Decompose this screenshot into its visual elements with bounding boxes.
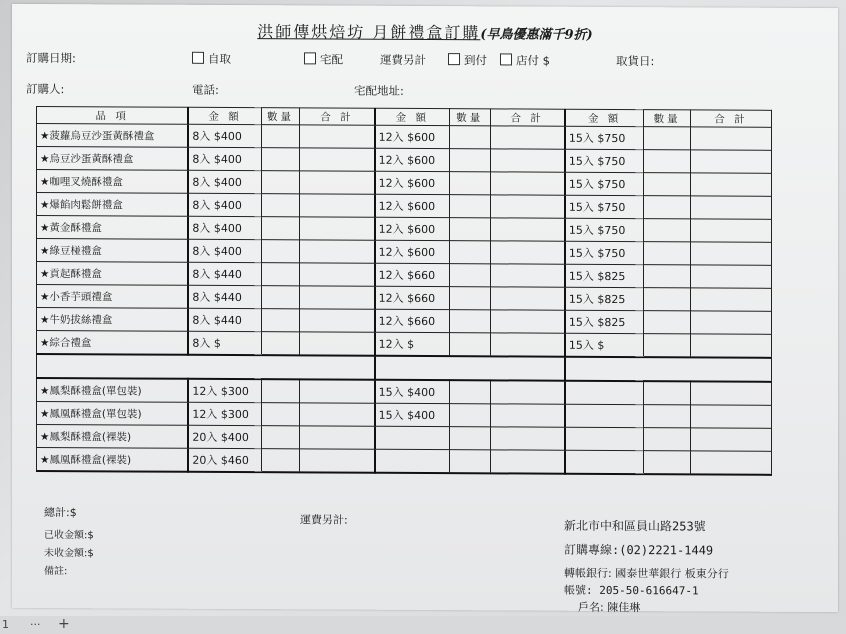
subtotal-input-8[interactable] [300,171,375,194]
pastry-empty-2[interactable] [644,381,691,405]
more-icon[interactable]: ··· [30,618,41,631]
pastry-qty-a[interactable] [261,379,299,403]
qty-input-12[interactable] [450,172,490,195]
qty-input-12[interactable] [450,241,490,264]
qty-input-12[interactable] [450,126,490,149]
qty-input-12[interactable] [450,333,490,357]
subtotal-input-15[interactable] [690,334,771,358]
price-15: 15入 $750 [565,218,644,241]
pastry-empty-3[interactable] [690,381,771,405]
price-8: 8入 $400 [188,147,261,170]
price-8: 8入 $400 [188,170,261,193]
subtotal-input-8[interactable] [300,263,375,286]
title-main: 洪師傳烘焙坊 月餅禮盒訂購 [257,22,481,43]
price-15: 15入 $750 [565,126,644,149]
qty-input-15[interactable] [644,334,691,358]
price-12: 12入 $600 [375,217,450,240]
pastry-subtotal-a[interactable] [300,403,375,426]
pastry-name: ★鳳梨酥禮盒(單包裝) [37,378,189,402]
pastry-qty-b[interactable] [450,450,490,474]
pastry-qty-b[interactable] [450,427,490,450]
header-subtotal-8: 合 計 [300,108,375,125]
header-subtotal-15: 合 計 [690,110,771,127]
qty-input-8[interactable] [261,332,299,356]
qty-input-15[interactable] [644,242,691,265]
qty-input-15[interactable] [644,173,691,196]
note-label: 備註: [44,566,68,578]
store-pay-checkbox[interactable] [500,53,512,65]
pastry-qty-a[interactable] [261,449,299,473]
price-12: 12入 $660 [375,309,450,332]
subtotal-input-15[interactable] [690,173,771,196]
item-name: ★貢起酥禮盒 [37,261,189,285]
price-12: 12入 $600 [375,194,450,217]
order-hotline: 訂購專線:(02)2221-1449 [564,542,714,558]
separator-cell-2 [375,356,565,381]
qty-input-8[interactable] [261,125,299,148]
price-15: 15入 $825 [565,310,644,333]
qty-input-12[interactable] [450,310,490,333]
pickup-self-option[interactable] [192,51,231,67]
header-item: 品 項 [37,106,189,124]
pay-on-arrival-option[interactable] [448,52,487,68]
price-8: 8入 $440 [188,285,261,308]
pastry-qty-a[interactable] [261,403,299,426]
pastry-empty-2[interactable] [644,451,691,475]
pickup-self-label: 自取 [208,51,231,66]
price-8: 8入 $400 [188,239,261,262]
pastry-subtotal-b[interactable] [490,450,565,474]
pastry-price-b [375,426,450,449]
order-date-label: 訂購日期: [26,50,76,66]
order-info-row-1 [12,50,838,72]
subtotal-input-12[interactable] [490,126,565,149]
price-12: 12入 $600 [375,240,450,263]
pastry-rows [37,378,772,475]
subtotal-input-15[interactable] [690,265,771,288]
subtotal-input-8[interactable] [300,332,375,356]
price-15: 15入 $750 [565,241,644,264]
subtotal-input-12[interactable] [490,149,565,172]
qty-input-15[interactable] [644,196,691,219]
subtotal-input-8[interactable] [300,286,375,309]
subtotal-input-8[interactable] [300,194,375,217]
pastry-empty-1[interactable] [565,404,644,427]
header-subtotal-12: 合 計 [490,109,565,126]
order-form-document [12,4,838,615]
pickup-self-checkbox[interactable] [192,52,204,64]
pastry-qty-a[interactable] [261,426,299,449]
order-info-row-2 [12,81,838,103]
item-name: ★烏豆沙蛋黃酥禮盒 [37,146,189,170]
qty-input-8[interactable] [261,309,299,332]
subtotal-input-8[interactable] [300,240,375,263]
separator-cell-1 [37,354,375,380]
delivery-label: 宅配 [320,52,343,67]
header-price-12: 金 額 [375,108,450,125]
pastry-price-a: 12入 $300 [188,402,261,425]
pastry-price-a: 12入 $300 [188,379,261,403]
customer-label: 訂購人: [26,81,65,97]
qty-input-12[interactable] [450,264,490,287]
qty-input-12[interactable] [450,195,490,218]
price-12: 12入 $ [375,332,450,356]
page-number[interactable]: 1 [2,618,9,631]
pastry-subtotal-a[interactable] [300,426,375,449]
subtotal-input-12[interactable] [490,218,565,241]
subtotal-input-12[interactable] [490,310,565,333]
qty-input-8[interactable] [261,286,299,309]
bank-info: 轉帳銀行: 國泰世華銀行 板東分行 [564,566,729,581]
pastry-qty-b[interactable] [450,380,490,404]
header-price-15: 金 額 [565,109,644,126]
price-12: 12入 $600 [375,148,450,171]
pastry-name: ★鳳凰酥禮盒(裸裝) [37,447,189,471]
bottom-taskbar [0,616,846,634]
mooncake-rows [37,123,772,357]
subtotal-input-8[interactable] [300,217,375,240]
price-8: 8入 $440 [188,262,261,285]
item-name: ★菠蘿烏豆沙蛋黃酥禮盒 [37,123,189,147]
pastry-empty-3[interactable] [690,405,771,428]
price-12: 12入 $660 [375,286,450,309]
pastry-name: ★鳳梨酥禮盒(裸裝) [37,424,189,448]
pastry-price-b [375,449,450,473]
item-name: ★咖哩叉燒酥禮盒 [37,169,189,193]
subtotal-input-12[interactable] [490,241,565,264]
qty-input-12[interactable] [450,218,490,241]
qty-input-15[interactable] [644,219,691,242]
shop-address: 新北市中和區員山路253號 [564,518,706,534]
subtotal-input-8[interactable] [300,148,375,171]
total-label: 總計:$ [44,506,77,520]
pastry-empty-1[interactable] [565,381,644,405]
separator-cell-3 [565,357,772,382]
item-name: ★綜合禮盒 [37,330,189,354]
price-15: 15入 $825 [565,287,644,310]
qty-input-12[interactable] [450,149,490,172]
subtotal-input-12[interactable] [490,264,565,287]
delivery-address-label: 宅配地址: [354,83,404,98]
subtotal-input-15[interactable] [690,150,771,173]
price-15: 15入 $750 [565,172,644,195]
title-promo: (早鳥優惠滿千9折) [480,27,593,43]
pay-on-arrival-checkbox[interactable] [448,53,460,65]
pastry-subtotal-a[interactable] [300,379,375,403]
qty-input-8[interactable] [261,171,299,194]
qty-input-8[interactable] [261,148,299,171]
subtotal-input-15[interactable] [690,219,771,242]
store-pay-option[interactable] [500,52,550,68]
qty-input-12[interactable] [450,287,490,310]
account-name: 戶名: 陳佳琳 [578,600,641,615]
subtotal-input-8[interactable] [300,309,375,332]
pastry-empty-3[interactable] [690,451,771,475]
subtotal-input-15[interactable] [690,311,771,334]
price-12: 12入 $600 [375,171,450,194]
pastry-name: ★鳳凰酥禮盒(單包裝) [37,401,189,425]
qty-input-8[interactable] [261,263,299,286]
item-name: ★爆餡肉鬆餅禮盒 [37,192,189,216]
qty-input-8[interactable] [261,194,299,217]
order-table [36,106,772,476]
price-15: 15入 $825 [565,264,644,287]
price-8: 8入 $400 [188,216,261,239]
item-name: ★小香芋頭禮盒 [37,284,189,308]
pay-on-arrival-label: 到付 [464,53,487,68]
price-8: 8入 $400 [188,124,261,147]
header-qty-12: 數量 [450,109,490,126]
qty-input-8[interactable] [261,240,299,263]
phone-label: 電話: [192,82,219,97]
pastry-subtotal-b[interactable] [490,427,565,450]
qty-input-15[interactable] [644,127,691,150]
price-8: 8入 $440 [188,308,261,331]
header-price-8: 金 額 [188,107,261,124]
shipping-fee-label: 運費另計: [300,513,348,527]
pastry-subtotal-a[interactable] [300,449,375,473]
qty-input-15[interactable] [644,265,691,288]
pastry-subtotal-b[interactable] [490,380,565,404]
bank-account: 帳號: 205-50-616647-1 [564,583,699,598]
pastry-price-a: 20入 $460 [188,448,261,472]
pastry-row [37,447,772,474]
price-12: 12入 $660 [375,263,450,286]
pastry-empty-2[interactable] [644,405,691,428]
subtotal-input-12[interactable] [490,172,565,195]
subtotal-input-12[interactable] [490,195,565,218]
pastry-empty-3[interactable] [690,428,771,451]
item-name: ★牛奶拔絲禮盒 [37,307,189,331]
delivery-option[interactable] [304,51,343,67]
pastry-empty-1[interactable] [565,450,644,474]
price-15: 15入 $750 [565,195,644,218]
pastry-subtotal-b[interactable] [490,404,565,427]
subtotal-input-15[interactable] [690,242,771,265]
qty-input-15[interactable] [644,150,691,173]
price-8: 8入 $ [188,331,261,355]
pastry-empty-2[interactable] [644,428,691,451]
subtotal-input-8[interactable] [300,125,375,148]
pastry-empty-1[interactable] [565,427,644,450]
received-label: 已收金額:$ [44,530,94,542]
store-pay-label: 店付 $ [516,53,550,68]
pastry-price-a: 20入 $400 [188,425,261,448]
price-15: 15入 $750 [565,149,644,172]
price-12: 12入 $600 [375,125,450,148]
form-title [12,18,838,45]
qty-input-8[interactable] [261,217,299,240]
pastry-price-b: 15入 $400 [375,403,450,426]
subtotal-input-15[interactable] [690,196,771,219]
item-name: ★綠豆椪禮盒 [37,238,189,262]
delivery-checkbox[interactable] [304,52,316,64]
qty-input-15[interactable] [644,311,691,334]
pastry-price-b: 15入 $400 [375,380,450,404]
qty-input-15[interactable] [644,288,691,311]
shipping-extra-label: 運費另計 [380,52,426,68]
price-15: 15入 $ [565,333,644,357]
subtotal-input-12[interactable] [490,287,565,310]
header-qty-8: 數量 [261,108,299,125]
subtotal-input-15[interactable] [690,288,771,311]
subtotal-input-12[interactable] [490,333,565,357]
unpaid-label: 未收金額:$ [44,548,94,560]
item-name: ★黃金酥禮盒 [37,215,189,239]
header-qty-15: 數量 [644,110,691,127]
add-icon[interactable]: + [58,616,70,632]
pastry-qty-b[interactable] [450,404,490,427]
pickup-date-label: 取貨日: [616,54,655,69]
price-8: 8入 $400 [188,193,261,216]
subtotal-input-15[interactable] [690,127,771,150]
